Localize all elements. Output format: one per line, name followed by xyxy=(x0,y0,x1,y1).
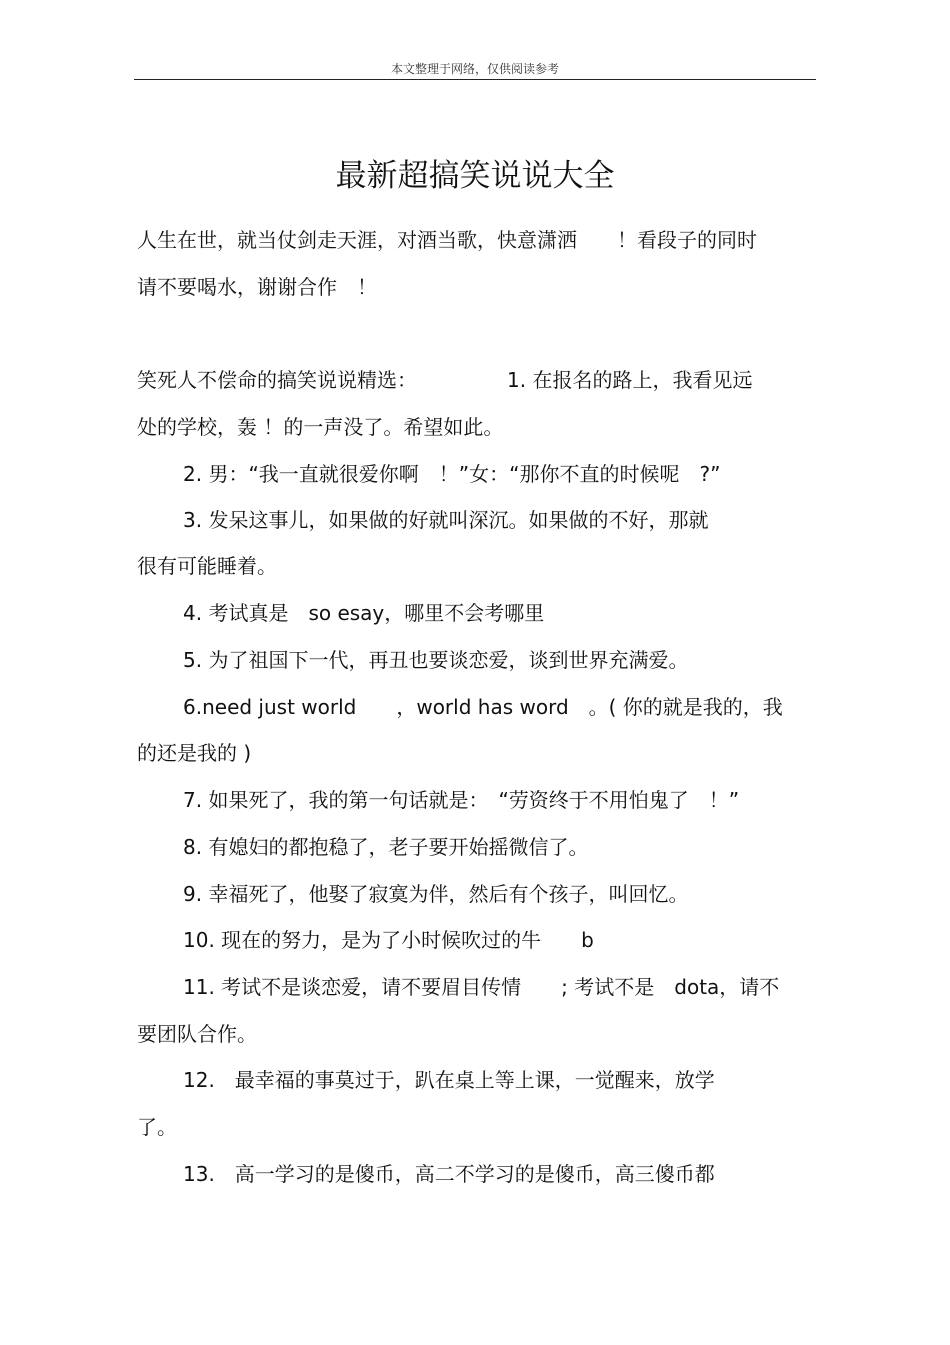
joke-item-continued: 了。 xyxy=(137,1115,177,1139)
joke-item: 7. 如果死了，我的第一句话就是： “劳资终于不用怕鬼了 ！” xyxy=(183,788,740,812)
joke-item: 5. 为了祖国下一代，再丑也要谈恋爱，谈到世界充满爱。 xyxy=(183,648,689,672)
document-title: 最新超搞笑说说大全 xyxy=(335,158,615,194)
joke-item: 2. 男：“我一直就很爱你啊 ！”女：“那你不直的时候呢 ?” xyxy=(183,462,721,486)
joke-item: 3. 发呆这事儿，如果做的好就叫深沉。如果做的不好，那就 xyxy=(183,508,709,532)
joke-item: 6.need just world ，world has word 。( 你的就是我的，我 xyxy=(183,695,783,719)
joke-item: 11. 考试不是谈恋爱，请不要眉目传情 ; 考试不是 dota，请不 xyxy=(183,975,780,999)
list-intro-line: 处的学校，轰 ！的一声没了。希望如此。 xyxy=(137,415,504,439)
header-divider xyxy=(134,79,816,80)
intro-line: 请不要喝水，谢谢合作 ！ xyxy=(137,275,377,299)
list-intro-line: 笑死人不偿命的搞笑说说精选： 1. 在报名的路上，我看见远 xyxy=(137,368,753,392)
joke-item: 12. 最幸福的事莫过于，趴在桌上等上课，一觉醒来，放学 xyxy=(183,1068,715,1092)
joke-item: 8. 有媳妇的都抱稳了，老子要开始摇微信了。 xyxy=(183,835,589,859)
header-note: 本文整理于网络，仅供阅读参考 xyxy=(390,62,559,76)
joke-item-continued: 很有可能睡着。 xyxy=(137,554,277,578)
intro-line: 人生在世，就当仗剑走天涯，对酒当歌，快意潇洒 ！看段子的同时 xyxy=(137,228,757,252)
joke-item: 10. 现在的努力，是为了小时候吹过的牛 b xyxy=(183,928,594,952)
joke-item-continued: 要团队合作。 xyxy=(137,1022,257,1046)
joke-item: 13. 高一学习的是傻币，高二不学习的是傻币，高三傻币都 xyxy=(183,1162,715,1186)
joke-item-continued: 的还是我的 ) xyxy=(137,741,252,765)
joke-item: 9. 幸福死了，他娶了寂寞为伴，然后有个孩子，叫回忆。 xyxy=(183,882,689,906)
joke-item: 4. 考试真是 so esay，哪里不会考哪里 xyxy=(183,601,545,625)
